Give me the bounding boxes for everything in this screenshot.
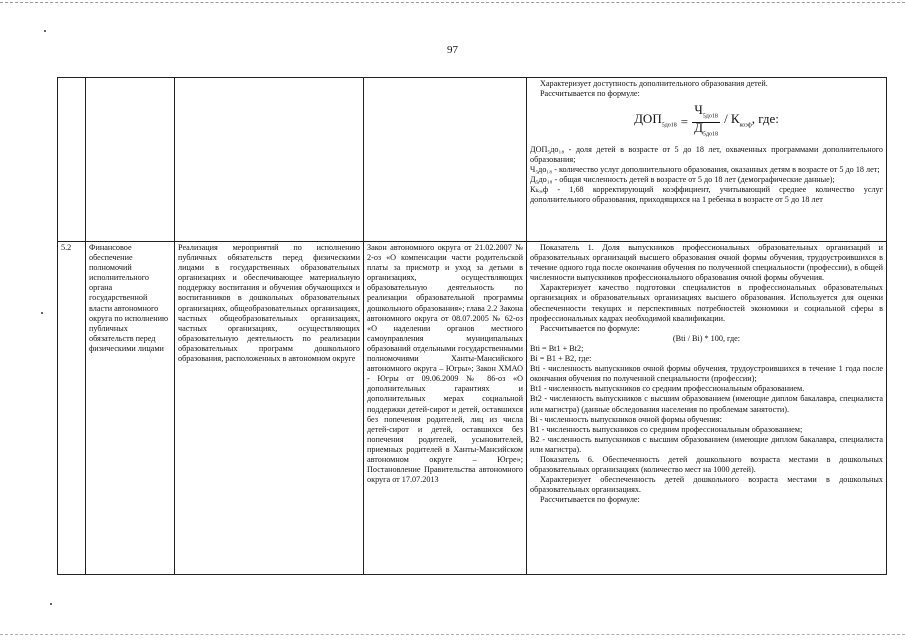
formula-line: Bti = Bt1 + Bt2; (530, 343, 584, 353)
scan-edge-bottom (0, 634, 905, 635)
paragraph: Показатель 1. Доля выпускников профессиональных образовательных организаций и образовательных организаций высшего образования очной формы обучения, трудоустроившихся в течение одного года после окончания обучения по полученной специальности (профессии), в общей численности выпускников профессионального образования очной формы обучения. (530, 243, 883, 283)
scan-speck (44, 30, 46, 32)
cell-number (58, 78, 86, 242)
table-row (58, 78, 887, 242)
paragraph: Рассчитывается по формуле: (540, 323, 640, 333)
cell-description (527, 242, 887, 575)
paragraph: Рассчитывается по формуле: (540, 89, 640, 99)
cell-legal (364, 78, 527, 242)
definition: Кₖₒₑф - 1,68 корректирующий коэффициент, учитывающий среднее количество услуг дополнительного образования, приходящихся на 1 ребенка в возрасте от 5 до 18 лет (530, 184, 883, 205)
definition: ДОП₅до₁₈ - доля детей в возрасте от 5 до 18 лет, охваченных программами дополнительного образования; (530, 144, 883, 164)
formula-line: Bi = B1 + B2, где: (530, 354, 592, 364)
document-table (57, 77, 887, 575)
definition: Д₅до₁₈ - общая численность детей в возрасте от 5 до 18 лет (демографические данные); (530, 174, 835, 184)
formula: $ДОП_{5до18}$ = $\frac{Ч_{5до18}}{Д_{5до18}}$ / $К_{коэф}$, где: (530, 105, 883, 139)
definition: Ч₅до₁₈ - количество услуг дополнительного образования, оказанных детям в возрасте от 5 до 18 лет; (530, 164, 880, 174)
cell-name (86, 78, 175, 242)
definition: Bti - численность выпускников очной формы обучения, трудоустроившихся в течение 1 года после окончания обучения по полученной специальности (профессии); (530, 364, 883, 384)
cell-number: 5.2 (58, 242, 86, 575)
cell-legal: Закон автономного округа от 21.02.2007 № 2-оз «О компенсации части родительской платы за присмотр и уход за детьми в организациях, осуществляющих образовательную деятельность по реализации образовательной программы дошкольного образования»; глава 2.2 Закона автономного округа от 08.07.2005 № 62-оз «О наделении органов местного самоуправления муниципальных образований отдельными государственными полномочиями Ханты-Мансийского автономного округа – Югры»; Закон ХМАО - Югры от 09.06.2009 № 86-оз «О дополнительных гарантиях и дополнительных мерах социальной поддержки детей-сирот и детей, оставшихся без попечения родителей, лиц из числа детей-сирот и детей, оставшихся без попечения родителей, усыновителей, приемных родителей в Ханты-Мансийском автономном округе – Югре»; Постановление Правительства автономного округа от 17.07.2013 (364, 242, 527, 575)
scan-speck (41, 312, 43, 314)
cell-name: Финансовое обеспечение полномочий исполнительного органа государственной власти автономного округа по исполнению публичных обязательств перед физическими лицами (86, 242, 175, 575)
paragraph: Показатель 6. Обеспеченность детей дошкольного возраста местами в дошкольных образовательных организациях (количество мест на 1000 детей). (530, 454, 883, 475)
definition: B2 - численность выпускников с высшим образованием (имеющие диплом бакалавра, специалиста или магистра). (530, 434, 883, 454)
cell-activity: Реализация мероприятий по исполнению публичных обязательств перед физическими лицами в государственных образовательных организациях и обеспечивающее материальную поддержку воспитания и обучения обучающихся и воспитанников в дошкольных образовательных организациях, общеобразовательных организациях, частных общеобразовательных организациях, частных организациях, осуществляющих образовательную деятельность по реализации образовательных программ дошкольного образования, расположенных в автономном округе (175, 242, 364, 575)
scan-edge-top (0, 2, 905, 3)
definition: Bi - численность выпускников очной формы обучения: (530, 414, 722, 424)
definition: B1 - численность выпускников со средним профессиональным образованием; (530, 424, 803, 434)
scan-speck (50, 603, 52, 605)
paragraph: Характеризует обеспеченность детей дошкольного возраста местами в дошкольных образовательных организациях. (530, 475, 883, 495)
definition: Bt1 - численность выпускников со средним профессиональным образованием. (530, 384, 805, 394)
definition: Bt2 - численность выпускников с высшим образованием (имеющие диплом бакалавра, специалиста или магистра) (данные обследования населения по проблемам занятости). (530, 394, 883, 414)
cell-activity (175, 78, 364, 242)
paragraph: Рассчитывается по формуле: (540, 495, 640, 505)
page-number: 97 (447, 44, 458, 56)
paragraph: Характеризует качество подготовки специалистов в профессиональных образовательных организациях и образовательных организациях высшего образования. Используется для оценки обеспеченности текущих и перспективных потребностей экономики и социальной сферы в профессиональных кадрах необходимой квалификации. (530, 283, 883, 323)
formula-divisor: / $К_{коэф}$, где: (724, 111, 779, 129)
paragraph: Характеризует доступность дополнительного образования детей. (540, 79, 768, 88)
formula: (Bti / Bi) * 100, где: (672, 333, 741, 343)
cell-description (527, 78, 887, 242)
formula-fraction: $\frac{Ч_{5до18}}{Д_{5до18}}$ (694, 102, 719, 138)
formula-lhs: $ДОП_{5до18}$ (634, 111, 677, 129)
table-row (58, 242, 887, 575)
